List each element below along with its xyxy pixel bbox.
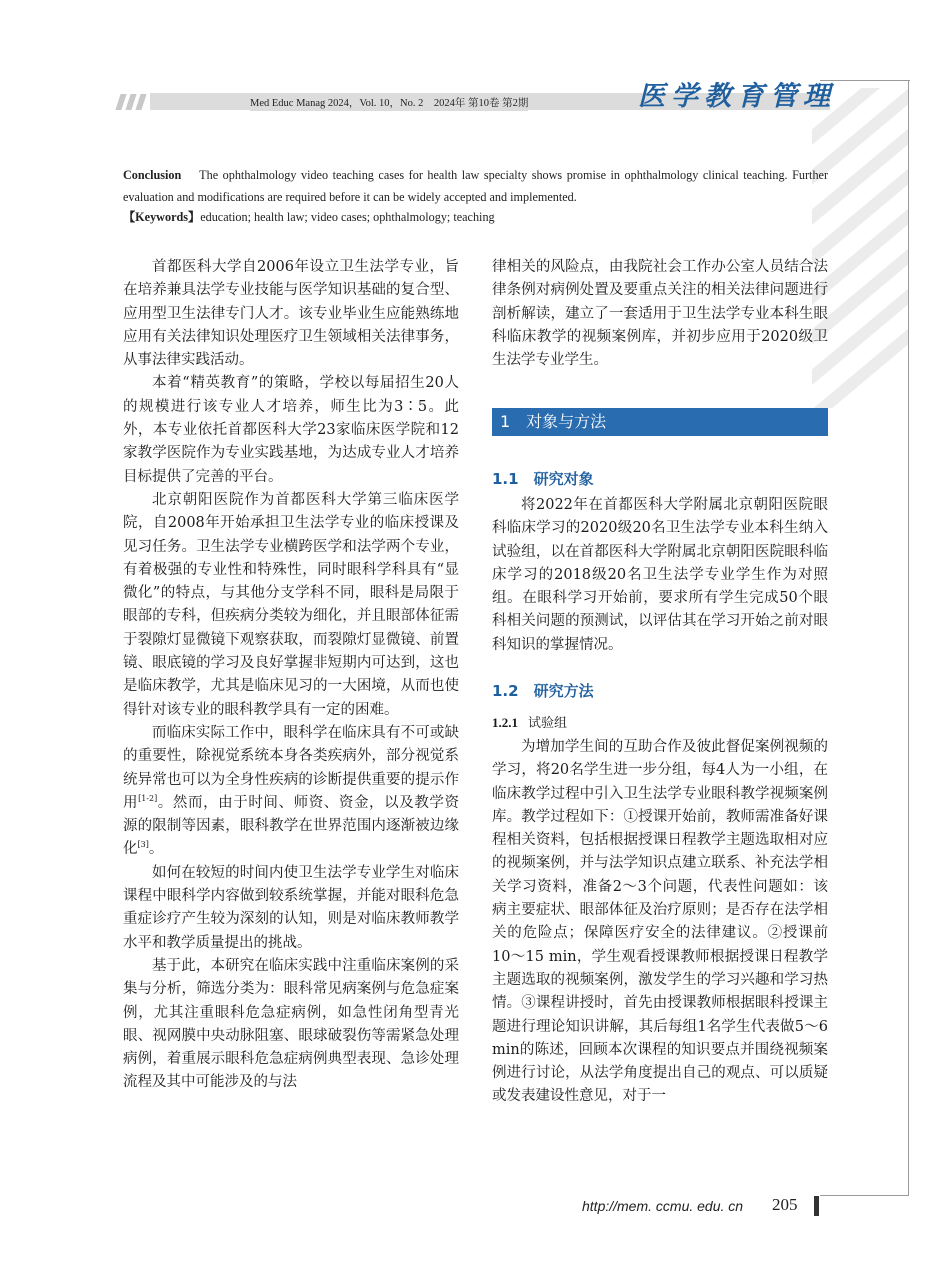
conclusion-text: The ophthalmology video teaching cases for health law specialty shows promise in ophthalmology clinical teaching. Further evaluation and modifications are required before it can be widely accepted and implemented. <box>123 168 828 204</box>
left-column <box>123 256 459 1095</box>
subsection-heading: 1.1 研究对象 <box>492 470 594 488</box>
keywords <box>123 208 495 225</box>
paragraph <box>123 722 459 862</box>
paragraph: 将2022年在首都医科大学附属北京朝阳医院眼科临床学习的2020级20名卫生法学专业本科生纳入试验组，以在首都医科大学附属北京朝阳医院眼科临床学习的2018级20名卫生法学专业学生作为对照组。在眼科学习开始前，要求所有学生完成50个眼科相关问题的预测试，以评估其在学习开始之前对眼科知识的掌握情况。 <box>492 497 828 653</box>
keywords-label: 【Keywords】 <box>123 210 201 224</box>
paragraph: 如何在较短的时间内使卫生法学专业学生对临床课程中眼科学内容做到较系统掌握，并能对眼科危急重症诊疗产生较为深刻的认知，则是对临床教师教学水平和教学质量提出的挑战。 <box>123 864 459 951</box>
footer-mark <box>814 1196 819 1216</box>
subsubsection-heading <box>492 712 567 731</box>
paragraph: 本着“精英教育”的策略，学校以每届招生20人的规模进行该专业人才培养，师生比为3∶5。此外，本专业依托首都医科大学23家临床医学院和12家教学医院作为专业实践基地，为达成专业人才培养目标提供了完善的平台。 <box>123 375 459 485</box>
paragraph: 首都医科大学自2006年设立卫生法学专业，旨在培养兼具法学专业技能与医学知识基础的复合型、应用型卫生法律专门人才。该专业毕业生应能熟练地应用有关法律知识处理医疗卫生领域相关法律事务，从事法律实践活动。 <box>123 259 459 369</box>
section-heading: 1 对象与方法 <box>492 408 828 436</box>
subsubsection-title: 试验组 <box>528 716 568 731</box>
subsection-body <box>492 494 828 657</box>
paragraph-text: 而临床实际工作中，眼科学在临床具有不可或缺的重要性，除视觉系统本身各类疾病外，部分视觉系统异常也可以为全身性疾病的诊断提供重要的提示作用 <box>123 724 459 811</box>
abstract-conclusion <box>123 164 828 208</box>
paragraph: 律相关的风险点，由我院社会工作办公室人员结合法律条例对病例处置及要重点关注的相关法律问题进行剖析解读，建立了一套适用于卫生法学专业本科生眼科临床教学的视频案例库，并初步应用于2020级卫生法学专业学生。 <box>492 259 828 369</box>
paragraph-text: 。然而，由于时间、师资、资金，以及教学资源的限制等因素，眼科教学在世界范围内逐渐被边缘化 <box>123 794 460 858</box>
reference-marker[interactable]: [1-2] <box>138 794 158 803</box>
paragraph: 北京朝阳医院作为首都医科大学第三临床医学院，自2008年开始承担卫生法学专业的临床授课及见习任务。卫生法学专业横跨医学和法学两个专业，有着极强的专业性和特殊性，同时眼科学科具有“显微化”的特点，与其他分支学科不同，眼科是局限于眼部的专科，但疾病分类较为细化，并且眼部体征需于裂隙灯显微镜下观察获取，而裂隙灯显微镜、前置镜、眼底镜的学习及良好掌握非短期内可达到，这也是临床教学，尤其是临床见习的一大困境，从而也使得针对该专业的眼科教学具有一定的困难。 <box>123 491 459 718</box>
conclusion-label: Conclusion <box>123 168 182 182</box>
subsection-heading: 1.2 研究方法 <box>492 682 594 700</box>
subsection-body <box>492 736 828 1109</box>
reference-marker[interactable]: [3] <box>137 840 149 850</box>
paragraph: 基于此，本研究在临床实践中注重临床案例的采集与分析，筛选分类为：眼科常见病案例与危急症案例，尤其注重眼科危急症病例，如急性闭角型青光眼、视网膜中央动脉阻塞、眼球破裂伤等需紧急处理病例，着重展示眼科危急症病例典型表现、急诊处理流程及其中可能涉及的与法 <box>123 957 459 1091</box>
journal-citation: Med Educ Manag 2024，Vol. 10，No. 2 2024年 第10卷 第2期 <box>250 94 528 111</box>
paragraph: 为增加学生间的互助合作及彼此督促案例视频的学习，将20名学生进一步分组，每4人为一小组，在临床教学过程中引入卫生法学专业眼科教学视频案例库。教学过程如下：①授课开始前，教师需准备好课程相关资料，包括根据授课日程教学主题选取相对应的视频案例，并与法学知识点建立联系、补充法学相关学习资料，准备2～3个问题，代表性问题如：该病主要症状、眼部体征及治疗原则；是否存在法学相关的危险点；保障医疗安全的法律建议。②授课前10～15 min，学生观看授课教师根据授课日程教学主题选取的视频案例，激发学生的学习兴趣和学习热情。③课程讲授时，首先由授课教师根据眼科授课主题进行理论知识讲解，其后每组1名学生代表做5～6 min的陈述，回顾本次课程的知识要点并围绕视频案例进行讨论，从法学角度提出自己的观点、可以质疑或发表建设性意见，对于一 <box>492 739 828 1105</box>
page-frame-bottom <box>820 1195 909 1196</box>
subsubsection-number: 1.2.1 <box>492 715 518 730</box>
journal-title: 医学教育管理 <box>638 81 836 112</box>
keywords-text: education; health law; video cases; ophthalmology; teaching <box>200 210 495 224</box>
page-number: 205 <box>772 1195 798 1214</box>
page-frame-right <box>908 80 909 1195</box>
header-bar-marks <box>118 94 148 114</box>
right-column-continuation <box>492 256 828 372</box>
footer-url[interactable]: http://mem. ccmu. edu. cn <box>582 1198 744 1214</box>
paragraph-text: 。 <box>148 841 164 858</box>
